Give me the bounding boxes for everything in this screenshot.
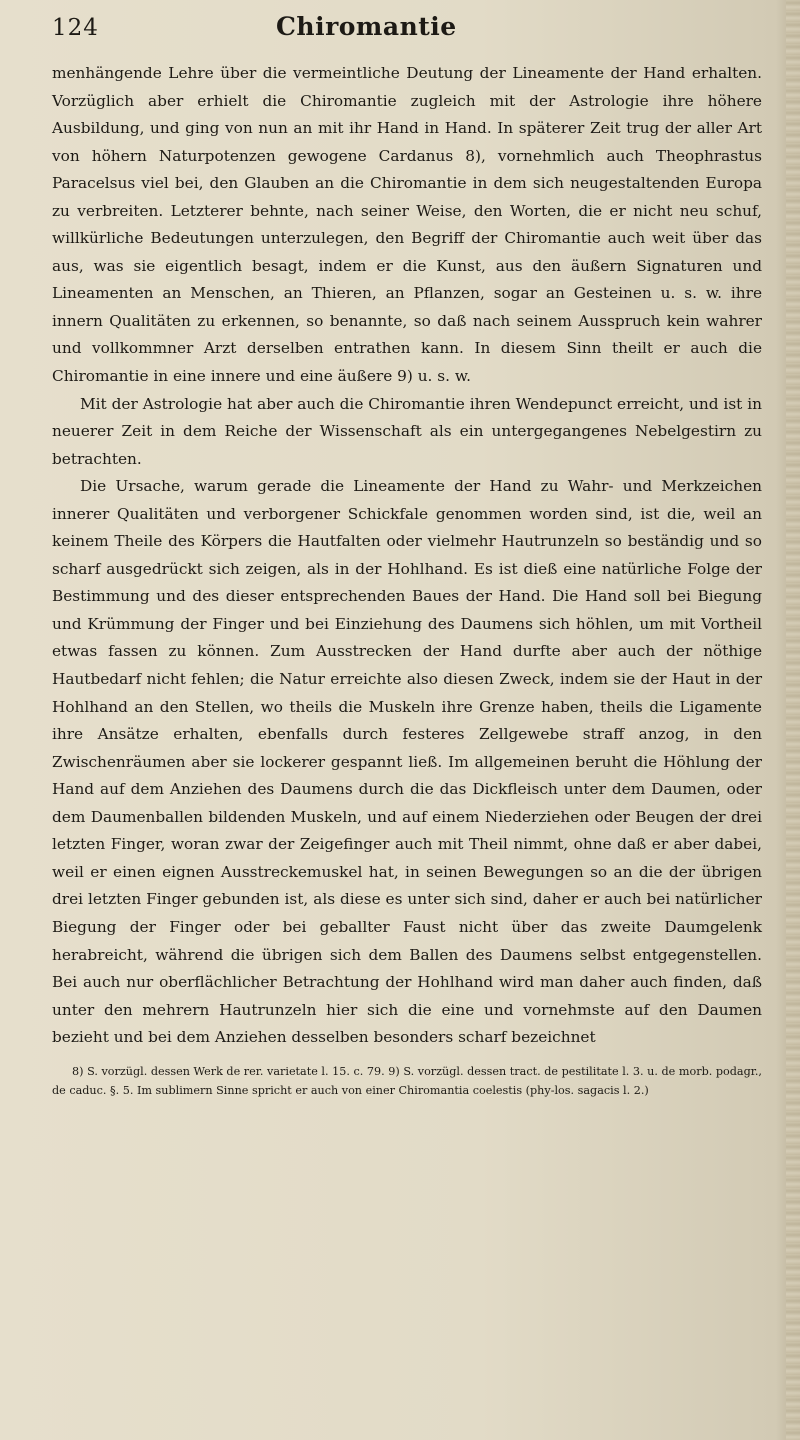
body-text: [52, 60, 762, 1052]
running-title: Chiromantie: [276, 12, 457, 41]
paragraph-3: Die Ursache, warum gerade die Lineamente der Hand zu Wahr- und Merkzeichen innerer Qualitäten und verborgener Schickfale genommen worden sind, ist die, weil an keinem Theile des Körpers die Hautfalten oder vielmehr Hautrunzeln so beständig und so scharf ausgedrückt sich zeigen, als in der Hohlhand. Es ist dieß eine natürliche Folge der Bestimmung und des dieser entsprechenden Baues der Hand. Die Hand soll bei Biegung und Krümmung der Finger und bei Einziehung des Daumens sich höhlen, um mit Vortheil etwas fassen zu können. Zum Ausstrecken der Hand durfte aber auch der nöthige Hautbedarf nicht fehlen; die Natur erreichte also diesen Zweck, indem sie der Haut in der Hohlhand an den Stellen, wo theils die Muskeln ihre Grenze haben, theils die Ligamente ihre Ansätze erhalten, ebenfalls durch festeres Zellgewebe straff anzog, in den Zwischenräumen aber sie lockerer gespannt ließ. Im allgemeinen beruht die Höhlung der Hand auf dem Anziehen des Daumens durch die das Dickfleisch unter dem Daumen, oder dem Daumenballen bildenden Muskeln, und auf einem Niederziehen oder Beugen der drei letzten Finger, woran zwar der Zeigefinger auch mit Theil nimmt, ohne daß er aber dabei, weil er einen eignen Ausstreckemuskel hat, in seinen Bewegungen so an die der übrigen drei letzten Finger gebunden ist, als diese es unter sich sind, daher er auch bei natürlicher Biegung der Finger oder bei geballter Faust nicht über das zweite Daumgelenk herabreicht, während die übrigen sich dem Ballen des Daumens selbst entgegenstellen. Bei auch nur oberflächlicher Betrachtung der Hohlhand wird man daher auch finden, daß unter den mehrern Hautrunzeln hier sich die eine und vornehmste auf den Daumen bezieht und bei dem Anziehen desselben besonders scharf bezeichnet: [52, 477, 762, 1047]
paragraph-1: menhängende Lehre über die vermeintliche Deutung der Lineamente der Hand erhalten. Vorzüglich aber erhielt die Chiromantie zugleich mit der Astrologie ihre höhere Ausbildung, und ging von nun an mit ihr Hand in Hand. In späterer Zeit trug der aller Art von höhern Naturpotenzen gewogene Cardanus 8), vornehmlich auch Theophrastus Paracelsus viel bei, den Glauben an die Chiromantie in dem sich neugestaltenden Europa zu verbreiten. Letzterer behnte, nach seiner Weise, den Worten, die er nicht neu schuf, willkürliche Bedeutungen unterzulegen, den Begriff der Chiromantie auch weit über das aus, was sie eigentlich besagt, indem er die Kunst, aus den äußern Signaturen und Lineamenten an Menschen, an Thieren, an Pflanzen, sogar an Gesteinen u. s. w. ihre innern Qualitäten zu erkennen, so benannte, so daß nach seinem Ausspruch kein wahrer und vollkommner Arzt derselben entrathen kann. In diesem Sinn theilt er auch die Chiromantie in eine innere und eine äußere 9) u. s. w.: [52, 64, 762, 386]
paragraph-2: Mit der Astrologie hat aber auch die Chiromantie ihren Wendepunct erreicht, und ist in neuerer Zeit in dem Reiche der Wissenschaft als ein untergegangenes Nebelgestirn zu betrachten.: [52, 394, 762, 468]
footnotes: [52, 1062, 762, 1100]
page-edge: [786, 0, 800, 1440]
running-head: [52, 12, 762, 56]
page-number: 124: [52, 15, 99, 41]
footnote: 8) S. vorzügl. dessen Werk de rer. varietate l. 15. c. 79. 9) S. vorzügl. dessen tract. de pestilitate l. 3. u. de morb. podagr., de caduc. §. 5. Im sublimern Sinne spricht er auch von einer Chiromantia coelestis (phy-los. sagacis l. 2.): [52, 1064, 762, 1097]
